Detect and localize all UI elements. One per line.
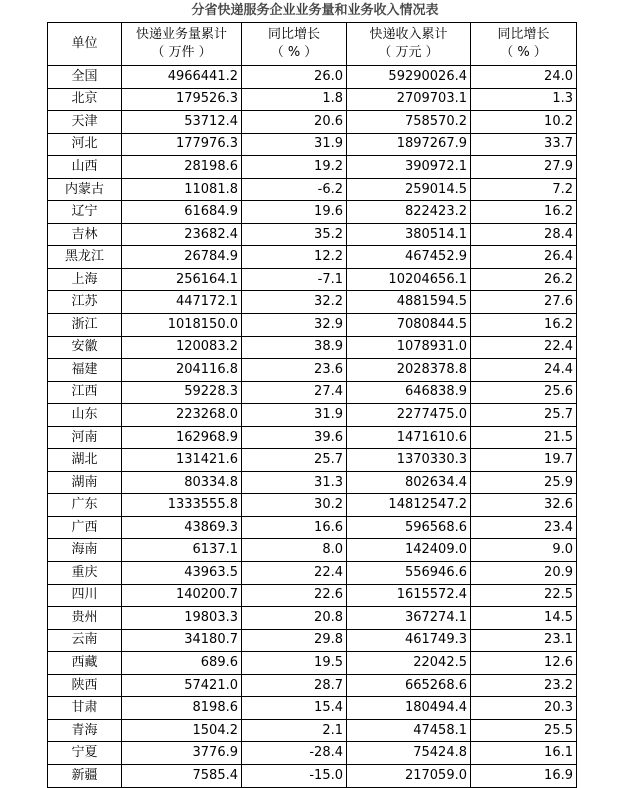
- volume-cell: 61684.9: [122, 201, 242, 224]
- province-name-cell: 浙江: [48, 314, 122, 337]
- revenue-cell: 4881594.5: [347, 291, 471, 314]
- revenue-cell: 758570.2: [347, 111, 471, 134]
- revenue-cell: 2277475.0: [347, 404, 471, 427]
- volume-growth-cell: 26.0: [242, 66, 347, 89]
- header-volume-growth: [242, 23, 347, 66]
- revenue-growth-cell: 10.2: [471, 111, 577, 134]
- province-name-cell: 山西: [48, 156, 122, 179]
- table-row: [48, 178, 577, 201]
- volume-growth-cell: 31.3: [242, 471, 347, 494]
- revenue-cell: 596568.6: [347, 516, 471, 539]
- volume-cell: 447172.1: [122, 291, 242, 314]
- header-revenue-growth: [471, 23, 577, 66]
- revenue-cell: 646838.9: [347, 381, 471, 404]
- revenue-cell: 2709703.1: [347, 88, 471, 111]
- province-name-cell: 广西: [48, 516, 122, 539]
- revenue-cell: 259014.5: [347, 178, 471, 201]
- province-name-cell: 广东: [48, 494, 122, 517]
- revenue-cell: 467452.9: [347, 246, 471, 269]
- province-name-cell: 云南: [48, 629, 122, 652]
- table-row: [48, 449, 577, 472]
- province-name-cell: 辽宁: [48, 201, 122, 224]
- revenue-growth-cell: 23.1: [471, 629, 577, 652]
- revenue-cell: 390972.1: [347, 156, 471, 179]
- province-name-cell: 贵州: [48, 607, 122, 630]
- revenue-cell: 1897267.9: [347, 133, 471, 156]
- revenue-cell: 556946.6: [347, 562, 471, 585]
- header-revenue-growth-title: 同比增长: [497, 27, 550, 42]
- volume-cell: 80334.8: [122, 471, 242, 494]
- volume-cell: 34180.7: [122, 629, 242, 652]
- volume-growth-cell: 16.6: [242, 516, 347, 539]
- table-row: [48, 223, 577, 246]
- volume-growth-cell: -6.2: [242, 178, 347, 201]
- revenue-cell: 22042.5: [347, 652, 471, 675]
- volume-cell: 179526.3: [122, 88, 242, 111]
- volume-growth-cell: -7.1: [242, 268, 347, 291]
- province-name-cell: 江西: [48, 381, 122, 404]
- volume-cell: 131421.6: [122, 449, 242, 472]
- revenue-growth-cell: 19.7: [471, 449, 577, 472]
- province-name-cell: 福建: [48, 359, 122, 382]
- volume-growth-cell: 29.8: [242, 629, 347, 652]
- volume-growth-cell: 28.7: [242, 674, 347, 697]
- table-row: [48, 742, 577, 765]
- volume-growth-cell: 22.4: [242, 562, 347, 585]
- revenue-cell: 380514.1: [347, 223, 471, 246]
- volume-growth-cell: 27.4: [242, 381, 347, 404]
- header-revenue-title: 快递收入累计: [369, 27, 448, 42]
- table-row: [48, 584, 577, 607]
- revenue-cell: 822423.2: [347, 201, 471, 224]
- table-row: [48, 607, 577, 630]
- revenue-growth-cell: 23.4: [471, 516, 577, 539]
- province-name-cell: 江苏: [48, 291, 122, 314]
- province-name-cell: 内蒙古: [48, 178, 122, 201]
- revenue-growth-cell: 25.7: [471, 404, 577, 427]
- revenue-cell: 10204656.1: [347, 268, 471, 291]
- revenue-growth-cell: 23.2: [471, 674, 577, 697]
- volume-growth-cell: 35.2: [242, 223, 347, 246]
- table-row: [48, 88, 577, 111]
- revenue-growth-cell: 26.4: [471, 246, 577, 269]
- revenue-cell: 59290026.4: [347, 66, 471, 89]
- volume-cell: 6137.1: [122, 539, 242, 562]
- header-unit: 单位: [48, 23, 122, 66]
- revenue-growth-cell: 26.2: [471, 268, 577, 291]
- revenue-cell: 7080844.5: [347, 314, 471, 337]
- revenue-growth-cell: 33.7: [471, 133, 577, 156]
- table-row: [48, 674, 577, 697]
- revenue-growth-cell: 22.5: [471, 584, 577, 607]
- volume-cell: 7585.4: [122, 764, 242, 787]
- header-volume-growth-title: 同比增长: [267, 27, 320, 42]
- province-name-cell: 甘肃: [48, 697, 122, 720]
- volume-cell: 8198.6: [122, 697, 242, 720]
- revenue-cell: 217059.0: [347, 764, 471, 787]
- volume-cell: 19803.3: [122, 607, 242, 630]
- header-revenue: [347, 23, 471, 66]
- province-name-cell: 山东: [48, 404, 122, 427]
- volume-cell: 177976.3: [122, 133, 242, 156]
- volume-growth-cell: 2.1: [242, 719, 347, 742]
- volume-cell: 43963.5: [122, 562, 242, 585]
- province-name-cell: 黑龙江: [48, 246, 122, 269]
- province-name-cell: 宁夏: [48, 742, 122, 765]
- table-row: [48, 494, 577, 517]
- revenue-growth-cell: 20.9: [471, 562, 577, 585]
- header-row: [48, 23, 577, 66]
- table-row: [48, 426, 577, 449]
- volume-cell: 1018150.0: [122, 314, 242, 337]
- volume-growth-cell: 23.6: [242, 359, 347, 382]
- revenue-cell: 367274.1: [347, 607, 471, 630]
- volume-growth-cell: 20.6: [242, 111, 347, 134]
- revenue-cell: 47458.1: [347, 719, 471, 742]
- province-name-cell: 陕西: [48, 674, 122, 697]
- volume-cell: 204116.8: [122, 359, 242, 382]
- table-row: [48, 471, 577, 494]
- volume-cell: 162968.9: [122, 426, 242, 449]
- volume-growth-cell: 20.8: [242, 607, 347, 630]
- revenue-growth-cell: 25.5: [471, 719, 577, 742]
- table-row: [48, 156, 577, 179]
- province-name-cell: 河南: [48, 426, 122, 449]
- revenue-cell: 2028378.8: [347, 359, 471, 382]
- volume-cell: 689.6: [122, 652, 242, 675]
- volume-growth-cell: 22.6: [242, 584, 347, 607]
- table-row: [48, 246, 577, 269]
- province-name-cell: 吉林: [48, 223, 122, 246]
- province-name-cell: 湖北: [48, 449, 122, 472]
- revenue-cell: 75424.8: [347, 742, 471, 765]
- volume-cell: 3776.9: [122, 742, 242, 765]
- volume-growth-cell: 19.5: [242, 652, 347, 675]
- header-volume-unit: （ 万件 ）: [151, 45, 212, 60]
- volume-growth-cell: 32.9: [242, 314, 347, 337]
- volume-cell: 43869.3: [122, 516, 242, 539]
- header-revenue-growth-unit: （ % ）: [500, 45, 547, 60]
- table-row: [48, 404, 577, 427]
- volume-growth-cell: 8.0: [242, 539, 347, 562]
- volume-cell: 11081.8: [122, 178, 242, 201]
- province-name-cell: 新疆: [48, 764, 122, 787]
- table-row: [48, 516, 577, 539]
- volume-growth-cell: 12.2: [242, 246, 347, 269]
- volume-growth-cell: 38.9: [242, 336, 347, 359]
- volume-growth-cell: -28.4: [242, 742, 347, 765]
- table-row: [48, 201, 577, 224]
- province-name-cell: 西藏: [48, 652, 122, 675]
- header-volume-title: 快递业务量累计: [135, 27, 227, 42]
- table-row: [48, 111, 577, 134]
- revenue-growth-cell: 27.9: [471, 156, 577, 179]
- volume-cell: 59228.3: [122, 381, 242, 404]
- revenue-growth-cell: 14.5: [471, 607, 577, 630]
- province-name-cell: 四川: [48, 584, 122, 607]
- table-row: [48, 652, 577, 675]
- revenue-growth-cell: 25.6: [471, 381, 577, 404]
- volume-cell: 140200.7: [122, 584, 242, 607]
- volume-growth-cell: -15.0: [242, 764, 347, 787]
- table-row: [48, 697, 577, 720]
- revenue-growth-cell: 28.4: [471, 223, 577, 246]
- province-name-cell: 青海: [48, 719, 122, 742]
- province-name-cell: 安徽: [48, 336, 122, 359]
- table-row: [48, 66, 577, 89]
- volume-cell: 57421.0: [122, 674, 242, 697]
- revenue-cell: 180494.4: [347, 697, 471, 720]
- revenue-cell: 1471610.6: [347, 426, 471, 449]
- table-row: [48, 629, 577, 652]
- revenue-cell: 14812547.2: [347, 494, 471, 517]
- revenue-growth-cell: 24.4: [471, 359, 577, 382]
- volume-cell: 1504.2: [122, 719, 242, 742]
- revenue-growth-cell: 16.1: [471, 742, 577, 765]
- revenue-cell: 1370330.3: [347, 449, 471, 472]
- revenue-growth-cell: 1.3: [471, 88, 577, 111]
- province-name-cell: 天津: [48, 111, 122, 134]
- volume-growth-cell: 19.2: [242, 156, 347, 179]
- revenue-cell: 461749.3: [347, 629, 471, 652]
- volume-cell: 1333555.8: [122, 494, 242, 517]
- table-row: [48, 764, 577, 787]
- revenue-growth-cell: 32.6: [471, 494, 577, 517]
- province-name-cell: 河北: [48, 133, 122, 156]
- province-name-cell: 全国: [48, 66, 122, 89]
- revenue-growth-cell: 24.0: [471, 66, 577, 89]
- header-volume-growth-unit: （ % ）: [270, 45, 318, 60]
- volume-cell: 53712.4: [122, 111, 242, 134]
- volume-growth-cell: 1.8: [242, 88, 347, 111]
- table-title: 分省快递服务企业业务量和业务收入情况表: [191, 3, 439, 18]
- province-name-cell: 北京: [48, 88, 122, 111]
- revenue-growth-cell: 16.2: [471, 201, 577, 224]
- province-express-table: [47, 22, 577, 788]
- province-name-cell: 上海: [48, 268, 122, 291]
- revenue-growth-cell: 9.0: [471, 539, 577, 562]
- revenue-cell: 665268.6: [347, 674, 471, 697]
- table-row: [48, 381, 577, 404]
- header-revenue-unit: （ 万元 ）: [378, 45, 439, 60]
- revenue-cell: 1078931.0: [347, 336, 471, 359]
- revenue-growth-cell: 16.2: [471, 314, 577, 337]
- revenue-growth-cell: 22.4: [471, 336, 577, 359]
- revenue-growth-cell: 7.2: [471, 178, 577, 201]
- table-row: [48, 314, 577, 337]
- province-name-cell: 海南: [48, 539, 122, 562]
- revenue-growth-cell: 20.3: [471, 697, 577, 720]
- revenue-growth-cell: 27.6: [471, 291, 577, 314]
- revenue-cell: 802634.4: [347, 471, 471, 494]
- revenue-cell: 142409.0: [347, 539, 471, 562]
- volume-growth-cell: 39.6: [242, 426, 347, 449]
- volume-growth-cell: 31.9: [242, 133, 347, 156]
- volume-cell: 28198.6: [122, 156, 242, 179]
- volume-growth-cell: 19.6: [242, 201, 347, 224]
- volume-growth-cell: 30.2: [242, 494, 347, 517]
- revenue-growth-cell: 25.9: [471, 471, 577, 494]
- province-name-cell: 湖南: [48, 471, 122, 494]
- table-row: [48, 539, 577, 562]
- volume-growth-cell: 25.7: [242, 449, 347, 472]
- table-row: [48, 268, 577, 291]
- volume-growth-cell: 31.9: [242, 404, 347, 427]
- volume-cell: 223268.0: [122, 404, 242, 427]
- table-row: [48, 336, 577, 359]
- table-row: [48, 719, 577, 742]
- province-name-cell: 重庆: [48, 562, 122, 585]
- revenue-cell: 1615572.4: [347, 584, 471, 607]
- volume-cell: 120083.2: [122, 336, 242, 359]
- revenue-growth-cell: 16.9: [471, 764, 577, 787]
- volume-cell: 256164.1: [122, 268, 242, 291]
- volume-growth-cell: 15.4: [242, 697, 347, 720]
- revenue-growth-cell: 21.5: [471, 426, 577, 449]
- revenue-growth-cell: 12.6: [471, 652, 577, 675]
- volume-growth-cell: 32.2: [242, 291, 347, 314]
- table-row: [48, 133, 577, 156]
- table-row: [48, 291, 577, 314]
- volume-cell: 23682.4: [122, 223, 242, 246]
- table-row: [48, 562, 577, 585]
- table-row: [48, 359, 577, 382]
- header-volume: [122, 23, 242, 66]
- volume-cell: 26784.9: [122, 246, 242, 269]
- volume-cell: 4966441.2: [122, 66, 242, 89]
